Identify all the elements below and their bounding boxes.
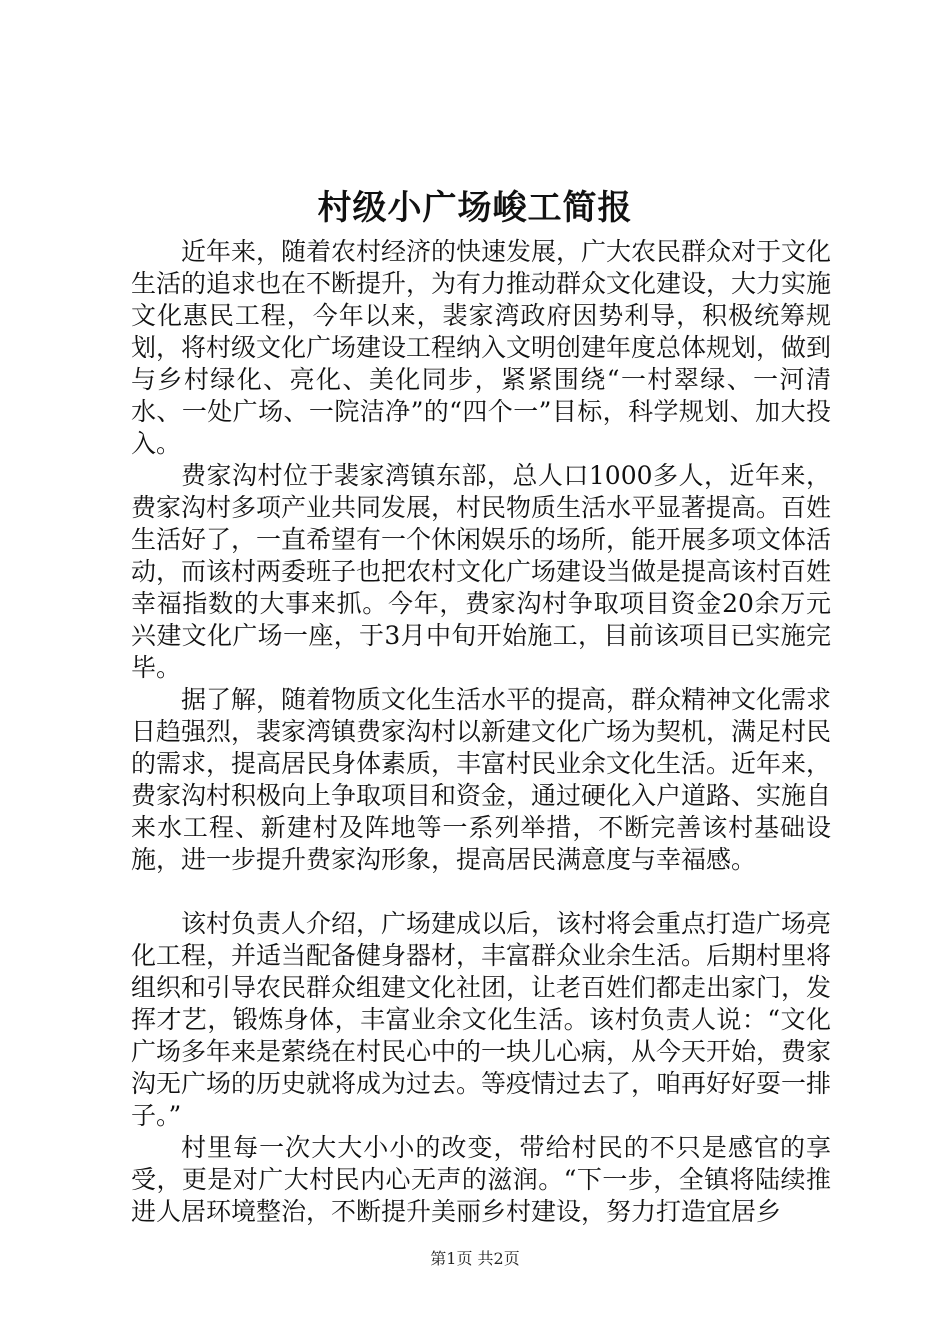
paragraph-3: 据了解，随着物质文化生活水平的提高，群众精神文化需求日趋强烈，裴家湾镇费家沟村以新建文化广场为契机，满足村民的需求，提高居民身体素质，丰富村民业余文化生活。近年来，费家沟村积极向上争取项目和资金，通过硬化入户道路、实施自来水工程、新建村及阵地等一系列举措，不断完善该村基础设施，进一步提升费家沟形象，提高居民满意度与幸福感。 (131, 685, 832, 874)
paragraph-1: 近年来，随着农村经济的快速发展，广大农民群众对于文化生活的追求也在不断提升，为有力推动群众文化建设，大力实施文化惠民工程，今年以来，裴家湾政府因势利导，积极统筹规划，将村级文化广场建设工程纳入文明创建年度总体规划，做到与乡村绿化、亮化、美化同步，紧紧围绕“一村翠绿、一河清水、一处广场、一院洁净”的“四个一”目标，科学规划、加大投入。 (131, 237, 832, 458)
paragraph-5: 村里每一次大大小小的改变，带给村民的不只是感官的享受，更是对广大村民内心无声的滋润。“下一步，全镇将陆续推进人居环境整治，不断提升美丽乡村建设，努力打造宜居乡 (131, 1133, 831, 1226)
page-footer: 第1页 共2页 (430, 1249, 520, 1268)
paragraph-4: 该村负责人介绍，广场建成以后，该村将会重点打造广场亮化工程，并适当配备健身器材，丰富群众业余生活。后期村里将组织和引导农民群众组建文化社团，让老百姓们都走出家门，发挥才艺，锻炼身体，丰富业余文化生活。该村负责人说：“文化广场多年来是萦绕在村民心中的一块儿心病，从今天开始，费家沟无广场的历史就将成为过去。等疫情过去了，咱再好好耍一排子。” (131, 909, 832, 1130)
document-body (131, 236, 831, 1228)
paragraph-2: 费家沟村位于裴家湾镇东部，总人口1000多人，近年来，费家沟村多项产业共同发展，村民物质生活水平显著提高。百姓生活好了，一直希望有一个休闲娱乐的场所，能开展多项文体活动，而该村两委班子也把农村文化广场建设当做是提高该村百姓幸福指数的大事来抓。今年，费家沟村争取项目资金20余万元兴建文化广场一座，于3月中旬开始施工，目前该项目已实施完毕。 (131, 461, 832, 682)
paragraph-spacer (131, 876, 831, 908)
page-title: 村级小广场峻工简报 (317, 188, 633, 228)
